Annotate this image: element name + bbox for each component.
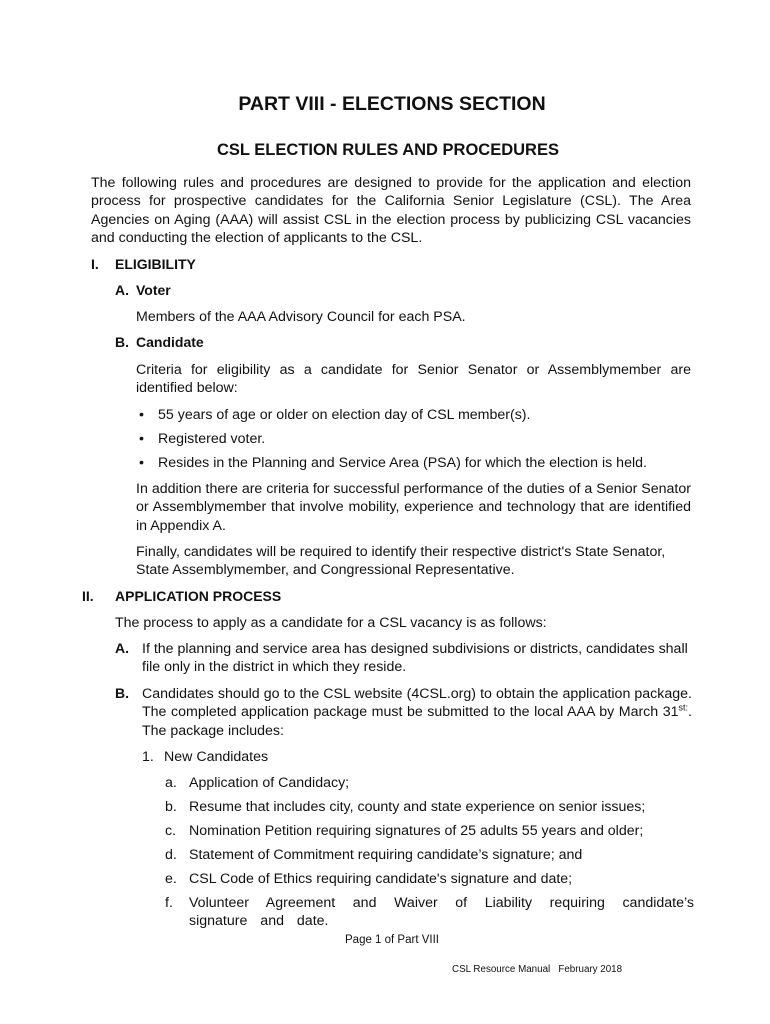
candidate-title: Candidate: [136, 334, 204, 350]
manual-footer: CSL Resource Manual February 2018: [452, 964, 623, 975]
candidate-label: B.: [115, 334, 129, 350]
list-item: d. Statement of Commitment requiring candidate’s signature; and: [165, 847, 583, 863]
list-item: b. Resume that includes city, county and state experience on senior issues;: [165, 799, 646, 815]
item-b-text: Candidates should go to the CSL website (4CSL.org) to obtain the application package. The completed application package must be submitted to the local AAA by March $31^{st:}$. The package includes:: [142, 686, 692, 739]
item-b-label: B.: [115, 685, 129, 701]
intro-paragraph: The following rules and procedures are designed to provide for the application and election process for prospective candidates for the California Senior Legislature (CSL). The Area Agencies on Aging (AAA) will assist CSL in the election process by publicizing CSL vacancies and conducting the election of applicants to the CSL.: [91, 175, 691, 247]
list-item: • Resides in the Planning and Service Area (PSA) for which the election is held.: [139, 455, 647, 471]
package-items-list: [165, 774, 694, 931]
voter-text: Members of the AAA Advisory Council for each PSA.: [136, 309, 466, 325]
section-1-title: ELIGIBILITY: [115, 256, 196, 272]
list-item: a. Application of Candidacy;: [165, 775, 350, 791]
section-2-title: APPLICATION PROCESS: [115, 588, 282, 604]
section-2-number: II.: [82, 588, 94, 604]
ordinal-superscript: st:: [678, 702, 689, 713]
new-candidates-title: New Candidates: [164, 749, 269, 765]
voter-label: A.: [115, 282, 129, 298]
list-item: e. CSL Code of Ethics requiring candidate's signature and date;: [165, 871, 573, 887]
new-candidates-number: 1.: [142, 749, 154, 765]
bullet-icon: •: [139, 455, 144, 471]
page-title: PART VIII - ELECTIONS SECTION: [238, 93, 546, 115]
bullet-icon: •: [139, 431, 144, 447]
list-item: • 55 years of age or older on election day of CSL member(s).: [139, 407, 531, 423]
bullet-icon: •: [139, 407, 144, 423]
application-lead-text: The process to apply as a candidate for a CSL vacancy is as follows:: [115, 615, 547, 631]
list-item: c. Nomination Petition requiring signatures of 25 adults 55 years and older;: [165, 823, 644, 839]
item-a-label: A.: [115, 640, 129, 656]
item-a-text: If the planning and service area has designed subdivisions or districts, candidates shall file only in the district in which they reside.: [142, 641, 688, 676]
representatives-paragraph: Finally, candidates will be required to identify their respective district's State Senator, State Assemblymember, and Congressional Representative.: [136, 544, 666, 579]
page-number-footer: Page 1 of Part VIII: [345, 934, 439, 946]
section-1-number: I.: [91, 256, 99, 272]
voter-title: Voter: [136, 282, 171, 298]
candidate-criteria-text: Criteria for eligibility as a candidate for Senior Senator or Assemblymember are identified below:: [136, 362, 691, 397]
performance-criteria-paragraph: In addition there are criteria for successful performance of the duties of a Senior Senator or Assemblymember that involve mobility, experience and technology that are identified in Appendix A.: [136, 481, 691, 534]
candidate-criteria-list: [139, 406, 698, 478]
list-item: f. Volunteer Agreement and Waiver of Liability requiring candidate’s signature and date.: [165, 895, 694, 930]
list-item: • Registered voter.: [139, 431, 266, 447]
page-subtitle: CSL ELECTION RULES AND PROCEDURES: [217, 141, 559, 159]
